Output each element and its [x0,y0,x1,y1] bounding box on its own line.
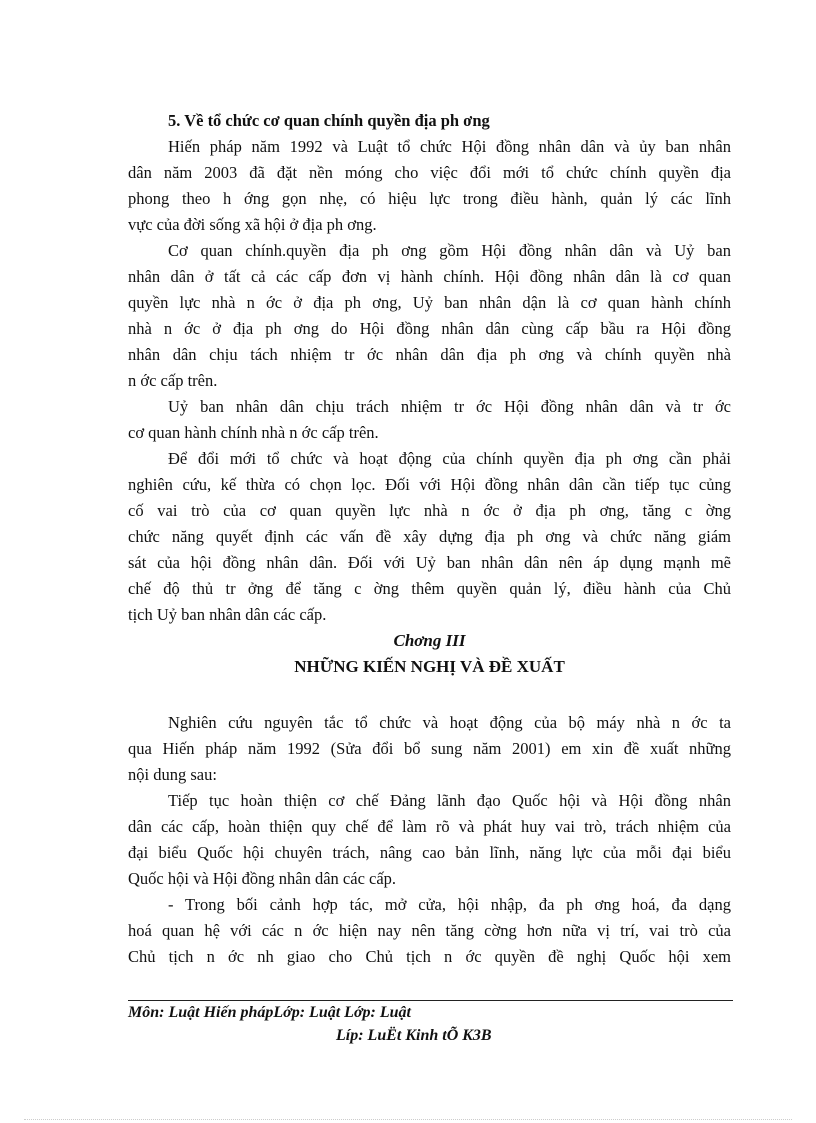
text-line: Uỷ ban nhân dân chịu trách nhiệm tr ớc Hội đồng nhân dân và tr ớc [168,397,731,416]
paragraph-7 [128,892,731,970]
text-line: nghiên cứu, kế thừa có chọn lọc. Đối với Hội đồng nhân dân cần tiếp tục củng [128,475,731,494]
text-line: tịch Uỷ ban nhân dân các cấp. [128,605,327,624]
text-line: chức năng quyết định các vấn đề xây dựng địa ph ơng và chức năng giám [128,527,731,546]
text-line: chế độ thủ tr ởng để tăng c ờng thêm quyền quản lý, điều hành của Chủ [128,579,731,598]
paragraph-3 [128,394,731,446]
paragraph-2 [128,238,731,394]
text-line: vực của đời sống xã hội ở địa ph ơng. [128,215,377,234]
text-line: quyền lực nhà n ớc ở địa ph ơng, Uỷ ban nhân dận là cơ quan hành chính [128,293,731,312]
text-line: dân các cấp, hoàn thiện quy chế để làm rõ và phát huy vai trò, trách nhiệm của [128,817,731,836]
paragraph-1 [128,134,731,238]
text-line: sát của hội đồng nhân dân. Đối với Uỷ ban nhân dân nên áp dụng mạnh mẽ [128,553,731,572]
paragraph-4 [128,446,731,628]
footer-course: Môn: Luật Hiến phápLớp: Luật Lớp: Luật [128,1004,411,1021]
text-line: Tiếp tục hoàn thiện cơ chế Đảng lãnh đạo Quốc hội và Hội đồng nhân [168,791,731,810]
page-edge-divider [24,1119,792,1120]
spacer [128,680,731,710]
text-line: Để đổi mới tổ chức và hoạt động của chính quyền địa ph ơng cần phải [168,449,731,468]
text-line: hoá quan hệ với các n ớc hiện nay nên tăng cờng hơn nữa vị trí, vai trò của [128,921,731,940]
text-line: - Trong bối cảnh hợp tác, mở cửa, hội nhập, đa ph ơng hoá, đa dạng [168,895,731,914]
text-line: Nghiên cứu nguyên tắc tổ chức và hoạt động của bộ máy nhà n ớc ta [168,713,731,732]
footer-divider [128,1000,733,1001]
text-line: phong theo h ớng gọn nhẹ, có hiệu lực trong điều hành, quản lý các lĩnh [128,189,731,208]
text-line: n ớc cấp trên. [128,371,218,390]
text-line: cơ quan hành chính nhà n ớc cấp trên. [128,423,379,442]
text-line: dân năm 2003 đã đặt nền móng cho việc đổi mới tổ chức chính quyền địa [128,163,731,182]
text-line: Chủ tịch n ớc nh giao cho Chủ tịch n ớc quyền đề nghị Quốc hội xem [128,947,731,966]
text-line: Quốc hội và Hội đồng nhân dân các cấp. [128,869,397,888]
paragraph-5 [128,710,731,788]
footer-class: Líp: LuËt Kinh tÕ K3B [336,1027,492,1044]
text-line: đại biểu Quốc hội chuyên trách, nâng cao bản lĩnh, năng lực của mỗi đại biểu [128,843,731,862]
text-line: Cơ quan chính.quyền địa ph ơng gồm Hội đồng nhân dân và Uỷ ban [168,241,731,260]
text-line: cố vai trò của cơ quan quyền lực nhà n ớc ở địa ph ơng, tăng c ờng [128,501,731,520]
chapter-title: Chơng III [393,631,466,650]
page-content [128,108,731,970]
text-line: Hiến pháp năm 1992 và Luật tổ chức Hội đồng nhân dân và ủy ban nhân [168,137,731,156]
text-line: nhân dân chịu tách nhiệm tr ớc nhân dân địa ph ơng và chính quyền nhà [128,345,731,364]
text-line: nhà n ớc ở địa ph ơng do Hội đồng nhân dân cùng cấp bầu ra Hội đồng [128,319,731,338]
chapter-subtitle: NHỮNG KIẾN NGHỊ VÀ ĐỀ XUẤT [294,657,565,676]
text-line: nội dung sau: [128,765,217,784]
paragraph-6 [128,788,731,892]
text-line: nhân dân ở tất cả các cấp đơn vị hành chính. Hội đồng nhân dân là cơ quan [128,267,731,286]
section-heading: 5. Về tổ chức cơ quan chính quyền địa ph ơng [168,111,490,130]
text-line: qua Hiến pháp năm 1992 (Sửa đổi bổ sung năm 2001) em xin đề xuất những [128,739,731,758]
